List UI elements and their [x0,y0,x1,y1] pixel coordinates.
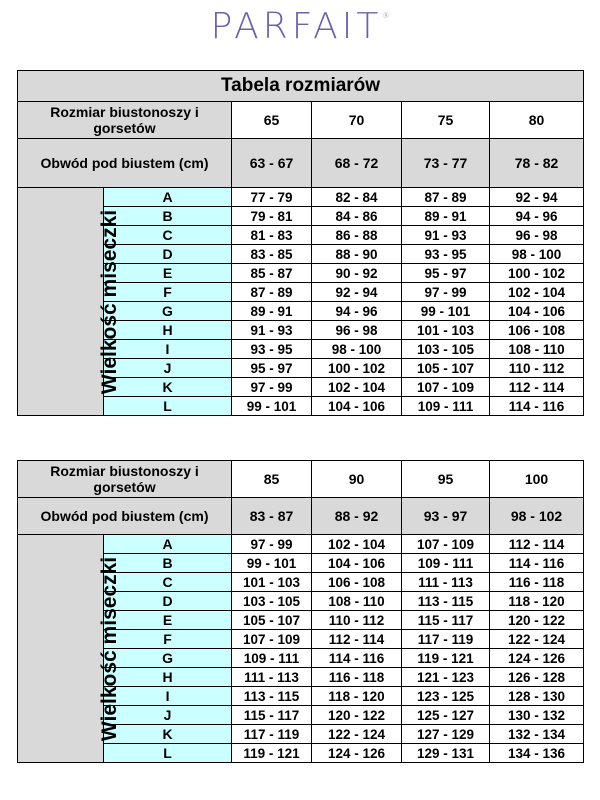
measurement-cell: 99 - 101 [232,397,312,416]
measurement-cell: 91 - 93 [232,321,312,340]
cup-letter-cell: B [104,554,232,573]
measurement-cell: 82 - 84 [312,188,402,207]
measurement-cell: 125 - 127 [402,706,490,725]
measurement-cell: 130 - 132 [490,706,584,725]
brand-logo [0,6,600,47]
measurement-cell: 109 - 111 [402,397,490,416]
cup-letter-cell: J [104,359,232,378]
measurement-cell: 99 - 101 [402,302,490,321]
cup-letter-cell: A [104,535,232,554]
size-cell: 100 [490,461,584,498]
measurement-cell: 112 - 114 [312,630,402,649]
measurement-cell: 112 - 114 [490,535,584,554]
cup-letter-cell: I [104,340,232,359]
size-cell: 90 [312,461,402,498]
measurement-cell: 93 - 95 [402,245,490,264]
measurement-cell: 86 - 88 [312,226,402,245]
measurement-cell: 107 - 109 [232,630,312,649]
underbust-cell: 78 - 82 [490,139,584,188]
measurement-cell: 100 - 102 [312,359,402,378]
size-cell: 65 [232,102,312,139]
measurement-cell: 108 - 110 [490,340,584,359]
underbust-cell: 63 - 67 [232,139,312,188]
measurement-cell: 94 - 96 [490,207,584,226]
measurement-cell: 115 - 117 [232,706,312,725]
measurement-cell: 124 - 126 [312,744,402,763]
size-row-header: Rozmiar biustonoszy i gorsetów [18,461,232,498]
brand-name: PARFAIT [210,6,383,47]
measurement-cell: 111 - 113 [232,668,312,687]
measurement-cell: 104 - 106 [490,302,584,321]
measurement-cell: 123 - 125 [402,687,490,706]
measurement-cell: 110 - 112 [312,611,402,630]
measurement-cell: 81 - 83 [232,226,312,245]
measurement-cell: 79 - 81 [232,207,312,226]
size-cell: 70 [312,102,402,139]
measurement-cell: 84 - 86 [312,207,402,226]
measurement-cell: 101 - 103 [402,321,490,340]
size-table-1 [17,70,584,416]
measurement-cell: 91 - 93 [402,226,490,245]
measurement-cell: 97 - 99 [232,535,312,554]
size-table-2 [17,460,584,763]
measurement-cell: 114 - 116 [490,397,584,416]
measurement-cell: 121 - 123 [402,668,490,687]
measurement-cell: 111 - 113 [402,573,490,592]
underbust-cell: 98 - 102 [490,498,584,535]
cup-letter-cell: L [104,744,232,763]
measurement-cell: 129 - 131 [402,744,490,763]
underbust-row-header: Obwód pod biustem (cm) [18,498,232,535]
table-row [18,535,584,554]
cup-letter-cell: K [104,725,232,744]
registered-mark: ® [382,12,390,20]
measurement-cell: 105 - 107 [232,611,312,630]
measurement-cell: 114 - 116 [490,554,584,573]
size-cell: 80 [490,102,584,139]
measurement-cell: 92 - 94 [490,188,584,207]
cup-letter-cell: G [104,302,232,321]
cup-size-side-label [18,188,122,416]
cup-letter-cell: I [104,687,232,706]
cup-letter-cell: J [104,706,232,725]
cup-letter-cell: C [104,573,232,592]
cup-letter-cell: A [104,188,232,207]
measurement-cell: 104 - 106 [312,397,402,416]
measurement-cell: 92 - 94 [312,283,402,302]
underbust-cell: 73 - 77 [402,139,490,188]
measurement-cell: 128 - 130 [490,687,584,706]
measurement-cell: 122 - 124 [490,630,584,649]
measurement-cell: 90 - 92 [312,264,402,283]
measurement-cell: 93 - 95 [232,340,312,359]
measurement-cell: 113 - 115 [402,592,490,611]
underbust-cell: 88 - 92 [312,498,402,535]
measurement-cell: 105 - 107 [402,359,490,378]
measurement-cell: 98 - 100 [312,340,402,359]
cup-letter-cell: E [104,264,232,283]
cup-size-side-label-text: Wielkość miseczki [98,556,122,741]
measurement-cell: 101 - 103 [232,573,312,592]
measurement-cell: 115 - 117 [402,611,490,630]
measurement-cell: 108 - 110 [312,592,402,611]
cup-letter-cell: G [104,649,232,668]
size-row-header: Rozmiar biustonoszy i gorsetów [18,102,232,139]
measurement-cell: 120 - 122 [312,706,402,725]
measurement-cell: 106 - 108 [312,573,402,592]
underbust-cell: 93 - 97 [402,498,490,535]
cup-letter-cell: F [104,630,232,649]
measurement-cell: 94 - 96 [312,302,402,321]
measurement-cell: 98 - 100 [490,245,584,264]
measurement-cell: 127 - 129 [402,725,490,744]
measurement-cell: 106 - 108 [490,321,584,340]
measurement-cell: 87 - 89 [232,283,312,302]
underbust-cell: 68 - 72 [312,139,402,188]
cup-letter-cell: D [104,592,232,611]
measurement-cell: 83 - 85 [232,245,312,264]
cup-letter-cell: D [104,245,232,264]
measurement-cell: 109 - 111 [402,554,490,573]
measurement-cell: 119 - 121 [232,744,312,763]
underbust-cell: 83 - 87 [232,498,312,535]
measurement-cell: 120 - 122 [490,611,584,630]
measurement-cell: 96 - 98 [490,226,584,245]
measurement-cell: 96 - 98 [312,321,402,340]
size-cell: 95 [402,461,490,498]
cup-letter-cell: C [104,226,232,245]
measurement-cell: 77 - 79 [232,188,312,207]
measurement-cell: 117 - 119 [402,630,490,649]
cup-letter-cell: H [104,668,232,687]
measurement-cell: 107 - 109 [402,535,490,554]
measurement-cell: 114 - 116 [312,649,402,668]
measurement-cell: 134 - 136 [490,744,584,763]
measurement-cell: 132 - 134 [490,725,584,744]
measurement-cell: 102 - 104 [312,535,402,554]
measurement-cell: 102 - 104 [490,283,584,302]
measurement-cell: 122 - 124 [312,725,402,744]
measurement-cell: 89 - 91 [232,302,312,321]
measurement-cell: 103 - 105 [402,340,490,359]
measurement-cell: 102 - 104 [312,378,402,397]
measurement-cell: 88 - 90 [312,245,402,264]
measurement-cell: 99 - 101 [232,554,312,573]
measurement-cell: 118 - 120 [490,592,584,611]
measurement-cell: 110 - 112 [490,359,584,378]
table-row [18,188,584,207]
cup-size-side-label-text: Wielkość miseczki [98,209,122,394]
cup-letter-cell: B [104,207,232,226]
measurement-cell: 116 - 118 [490,573,584,592]
measurement-cell: 104 - 106 [312,554,402,573]
measurement-cell: 87 - 89 [402,188,490,207]
measurement-cell: 95 - 97 [402,264,490,283]
measurement-cell: 117 - 119 [232,725,312,744]
cup-letter-cell: E [104,611,232,630]
size-cell: 75 [402,102,490,139]
cup-letter-cell: F [104,283,232,302]
size-cell: 85 [232,461,312,498]
measurement-cell: 100 - 102 [490,264,584,283]
measurement-cell: 116 - 118 [312,668,402,687]
cup-letter-cell: L [104,397,232,416]
measurement-cell: 112 - 114 [490,378,584,397]
measurement-cell: 97 - 99 [402,283,490,302]
measurement-cell: 85 - 87 [232,264,312,283]
underbust-row-header: Obwód pod biustem (cm) [18,139,232,188]
measurement-cell: 109 - 111 [232,649,312,668]
measurement-cell: 119 - 121 [402,649,490,668]
cup-letter-cell: H [104,321,232,340]
measurement-cell: 89 - 91 [402,207,490,226]
cup-letter-cell: K [104,378,232,397]
measurement-cell: 124 - 126 [490,649,584,668]
measurement-cell: 113 - 115 [232,687,312,706]
cup-size-side-label [18,535,122,763]
measurement-cell: 97 - 99 [232,378,312,397]
measurement-cell: 103 - 105 [232,592,312,611]
measurement-cell: 95 - 97 [232,359,312,378]
table-title: Tabela rozmiarów [18,71,584,102]
measurement-cell: 107 - 109 [402,378,490,397]
measurement-cell: 118 - 120 [312,687,402,706]
measurement-cell: 126 - 128 [490,668,584,687]
